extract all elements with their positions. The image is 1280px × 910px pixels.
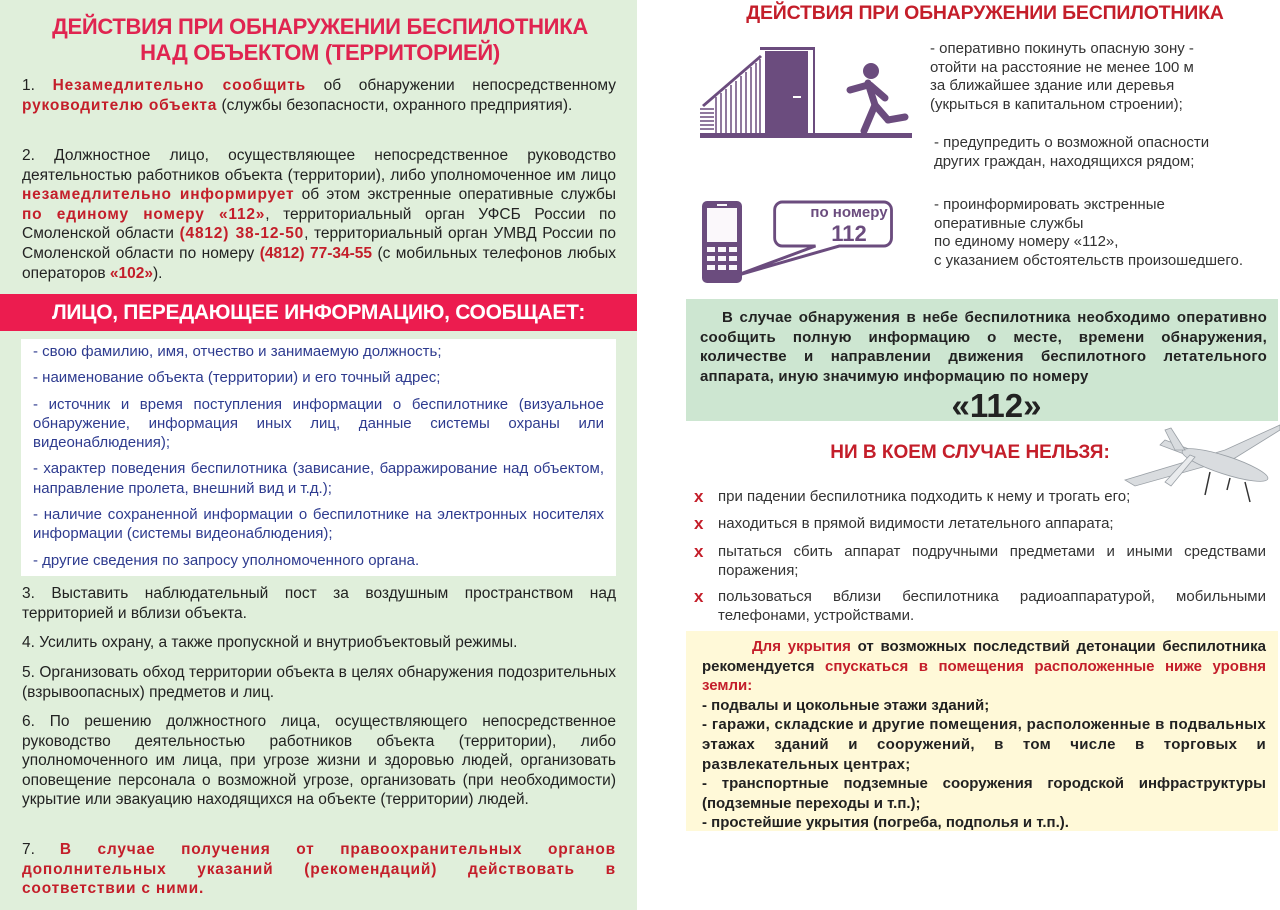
phone-102: «102» (109, 264, 153, 282)
p7-num: 7. (22, 841, 60, 858)
p2-text5: (с мобильных телефонов любых операторов (22, 244, 616, 282)
p1-text1: об обнаружении непосредственному (305, 77, 617, 94)
report-band-title: ЛИЦО, ПЕРЕДАЮЩЕЕ ИНФОРМАЦИЮ, СООБЩАЕТ: (0, 294, 637, 331)
report-item: - источник и время поступления информации о беспилотнике (визуальное обнаружение, информация иных лиц, данные системы охраны или видеонаблюдения); (33, 395, 604, 452)
shelter-box (686, 631, 1278, 831)
forbidden-text: пытаться сбить аппарат подручными предметами и иными средствами поражения; (718, 543, 1266, 579)
forbidden-item (694, 487, 1266, 506)
p1-highlight1: Незамедлительно сообщить (52, 77, 306, 94)
cross-icon: x (694, 542, 704, 561)
cross-icon: x (694, 587, 704, 606)
shelter-item: - подвалы и цокольные этажи зданий; (702, 696, 990, 714)
p1-highlight2: руководителю объекта (22, 96, 218, 114)
action1-line: (укрыться в капитальном строении); (930, 95, 1183, 113)
report-item: - характер поведения беспилотника (зависание, барражирование над объектом, направление пролета, внешний вид и т.д.); (33, 460, 604, 497)
p2-text3: , территориальный орган УФСБ России по Смоленской области (22, 205, 616, 243)
forbidden-title: НИ В КОЕМ СЛУЧАЕ НЕЛЬЗЯ: (830, 442, 1110, 463)
p2-text2: об этом экстренные оперативные службы (294, 186, 617, 204)
p1-text2: (службы безопасности, охранного предприятия). (217, 96, 573, 114)
phone-fsb: (4812) 38-12-50 (179, 225, 305, 243)
p2-text6: ). (152, 264, 163, 282)
action1-line: за ближайшее здание или деревья (930, 77, 1175, 94)
report-112-box (686, 299, 1278, 425)
action3-line: по единому номеру «112», (934, 233, 1119, 250)
action3-line: - проинформировать экстренные (934, 196, 1165, 213)
number-112: «112» (951, 387, 1042, 425)
left-title-line1: ДЕЙСТВИЯ ПРИ ОБНАРУЖЕНИИ БЕСПИЛОТНИКА (52, 14, 588, 39)
left-title-line2: НАД ОБЪЕКТОМ (ТЕРРИТОРИЕЙ) (140, 40, 500, 65)
cross-icon: x (694, 514, 704, 533)
action-leave-zone (930, 40, 1194, 114)
paragraph-5: 5. Организовать обход территории объекта в целях обнаружения подозрительных (взрывоопасных) предметов и лиц. (22, 664, 616, 701)
action3-line: оперативные службы (934, 214, 1084, 232)
forbidden-text: пользоваться вблизи беспилотника радиоаппаратурой, мобильными телефонами, устройствами. (718, 588, 1266, 624)
right-title: ДЕЙСТВИЯ ПРИ ОБНАРУЖЕНИИ БЕСПИЛОТНИКА (746, 2, 1224, 24)
paragraph-6: 6. По решению должностного лица, осуществляющего непосредственное руководство деятельностью работников объекта (территории), либо уполномоченного им лица, при угрозе жизни и здоровью людей, организовать оповещение персонала о возможной угрозе, организовать (при необходимости) укрытие или эвакуацию находящихся на объекте (территории) людей. (22, 713, 616, 809)
p1-num: 1. (22, 77, 53, 94)
report-item: - свою фамилию, имя, отчество и занимаемую должность; (33, 343, 442, 360)
shelter-item: - гаражи, складские и другие помещения, расположенные в подвальных этажах зданий и сооружений, в том числе в торговых и развлекательных центрах; (702, 716, 1266, 773)
action1-line: отойти на расстояние не менее 100 м (930, 58, 1194, 76)
paragraph-2 (22, 146, 616, 283)
shelter-item: - простейшие укрытия (погреба, подполья и т.п.). (702, 814, 1069, 832)
bubble-line1: по номеру (810, 204, 888, 221)
bubble-line2: 112 (831, 221, 867, 246)
forbidden-text: при падении беспилотника подходить к нему и трогать его; (718, 488, 1131, 505)
report-112-text: В случае обнаружения в небе беспилотника необходимо оперативно сообщить полную информацию о месте, времени обнаружения, количестве и направлении движения беспилотного летательного аппарата, иную значимую информацию по номеру (700, 309, 1267, 385)
p2-highlight1: незамедлительно информирует (22, 186, 295, 204)
cross-icon: x (694, 487, 704, 506)
forbidden-text: находиться в прямой видимости летательного аппарата; (718, 515, 1114, 532)
report-list (21, 339, 616, 576)
evacuate-building-icon (700, 45, 912, 145)
shelter-text1: от возможных последствий детонации беспилотника рекомендуется (702, 638, 1266, 675)
left-panel (0, 0, 637, 910)
forbidden-item (694, 542, 1266, 580)
phone-bubble (790, 204, 908, 246)
report-item: - другие сведения по запросу уполномоченного органа. (33, 551, 420, 569)
p7-highlight: В случае получения от правоохранительных органов дополнительных указаний (рекомендаций) действовать в соответствии с ними. (22, 841, 616, 898)
action-inform-services (934, 196, 1243, 270)
action1-line: - оперативно покинуть опасную зону - (930, 40, 1194, 57)
p2-text4: , территориальный орган УМВД России по Смоленской области по номеру (22, 225, 616, 262)
p2-highlight2: по единому номеру «112» (22, 205, 266, 223)
action3-line: с указанием обстоятельств произошедшего. (934, 251, 1244, 269)
p2-text1: 2. Должностное лицо, осуществляющее непосредственное руководство деятельностью работников объекта (территории), либо уполномоченное им лицо (22, 147, 616, 184)
action-warn-citizens (934, 134, 1209, 171)
report-item: - наименование объекта (территории) и его точный адрес; (33, 369, 441, 387)
paragraph-7 (22, 840, 616, 899)
left-title (20, 14, 620, 66)
forbidden-item (694, 514, 1266, 533)
paragraph-1 (22, 76, 616, 115)
report-item: - наличие сохраненной информации о беспилотнике на электронных носителях информации (системы видеонаблюдения); (33, 506, 604, 543)
shelter-highlight2: спускаться в помещения расположенные ниже уровня земли: (702, 657, 1267, 695)
forbidden-item (694, 587, 1266, 625)
paragraph-4: 4. Усилить охрану, а также пропускной и внутриобъектовый режимы. (22, 634, 518, 651)
shelter-item: - транспортные подземные сооружения городской инфраструктуры (подземные переходы и т.п.); (702, 775, 1266, 812)
phone-mvd: (4812) 77-34-55 (259, 244, 373, 262)
paragraph-3: 3. Выставить наблюдательный пост за воздушным пространством над территорией и вблизи объекта. (22, 585, 616, 622)
shelter-highlight1: Для укрытия (752, 638, 851, 655)
action2-line: - предупредить о возможной опасности (934, 134, 1210, 151)
action2-line: других граждан, находящихся рядом; (934, 152, 1195, 170)
